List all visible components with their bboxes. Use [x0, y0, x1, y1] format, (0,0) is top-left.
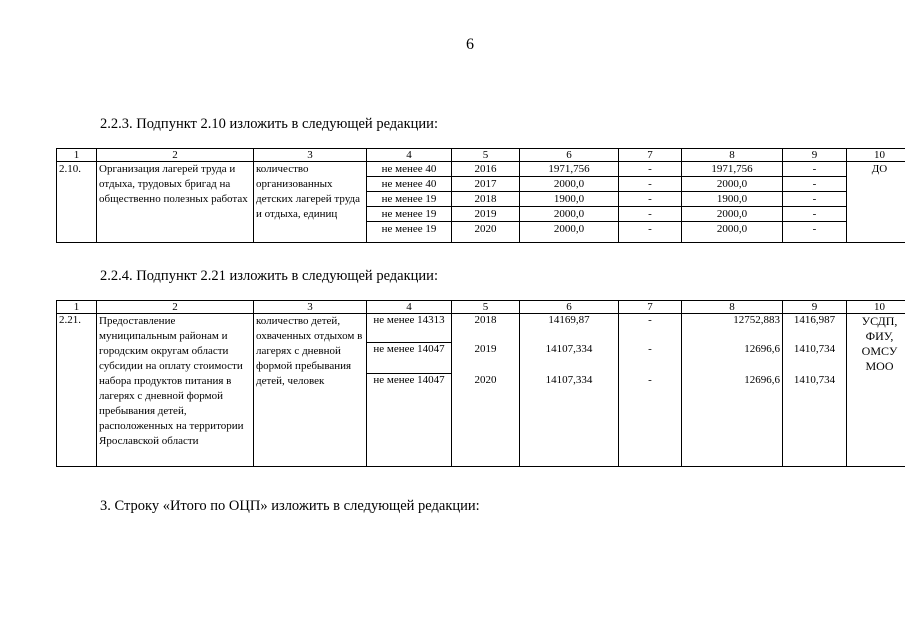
federal-amount: - [619, 374, 682, 467]
item-indicator: количество детей, охваченных отдыхом в лагерях с дневной формой пребывания детей, человек [254, 314, 367, 467]
header-col-2: 2 [97, 301, 254, 314]
header-col-3: 3 [254, 301, 367, 314]
header-col-4: 4 [367, 149, 452, 162]
local-amount: - [783, 207, 847, 222]
regional-amount: 1900,0 [682, 192, 783, 207]
item-description: Предоставление муниципальным районам и городским округам области субсидии на оплату стоимости набора продуктов питания в лагерях с дневной формой пребывания детей, расположенных на территории Ярославской области [97, 314, 254, 467]
header-col-5: 5 [452, 149, 520, 162]
total-amount: 1900,0 [520, 192, 619, 207]
table-subitem-2-21 [56, 300, 905, 467]
total-amount: 14107,334 [520, 343, 619, 374]
table-header-row [57, 149, 905, 162]
federal-amount: - [619, 177, 682, 192]
year: 2019 [452, 207, 520, 222]
executor: ДО [847, 162, 905, 243]
header-col-3: 3 [254, 149, 367, 162]
federal-amount: - [619, 314, 682, 343]
table-subitem-2-10 [56, 148, 905, 243]
year: 2020 [452, 222, 520, 243]
header-col-10: 10 [847, 149, 905, 162]
federal-amount: - [619, 162, 682, 177]
item-number: 2.10. [57, 162, 97, 243]
local-amount: - [783, 192, 847, 207]
table-row [57, 314, 905, 343]
header-col-7: 7 [619, 149, 682, 162]
header-col-9: 9 [783, 149, 847, 162]
target-value: не менее 40 [367, 177, 452, 192]
target-value: не менее 14047 [367, 343, 452, 374]
target-value: не менее 19 [367, 192, 452, 207]
item-description: Организация лагерей труда и отдыха, трудовых бригад на общественно полезных работах [97, 162, 254, 243]
local-amount: 1410,734 [783, 374, 847, 467]
target-value: не менее 19 [367, 207, 452, 222]
page-number: 6 [466, 36, 474, 53]
federal-amount: - [619, 192, 682, 207]
header-col-1: 1 [57, 301, 97, 314]
federal-amount: - [619, 343, 682, 374]
section-2-2-4-heading: 2.2.4. Подпункт 2.21 изложить в следующей редакции: [100, 268, 438, 284]
target-value: не менее 40 [367, 162, 452, 177]
header-col-4: 4 [367, 301, 452, 314]
year: 2018 [452, 192, 520, 207]
federal-amount: - [619, 222, 682, 243]
total-amount: 14107,334 [520, 374, 619, 467]
section-2-2-3-heading: 2.2.3. Подпункт 2.10 изложить в следующей редакции: [100, 116, 438, 132]
local-amount: - [783, 177, 847, 192]
year: 2018 [452, 314, 520, 343]
item-number: 2.21. [57, 314, 97, 467]
total-amount: 14169,87 [520, 314, 619, 343]
regional-amount: 12696,6 [682, 374, 783, 467]
header-col-9: 9 [783, 301, 847, 314]
total-amount: 1971,756 [520, 162, 619, 177]
header-col-8: 8 [682, 149, 783, 162]
header-col-5: 5 [452, 301, 520, 314]
total-amount: 2000,0 [520, 207, 619, 222]
header-col-2: 2 [97, 149, 254, 162]
year: 2016 [452, 162, 520, 177]
header-col-6: 6 [520, 149, 619, 162]
regional-amount: 12752,883 [682, 314, 783, 343]
target-value: не менее 14047 [367, 374, 452, 467]
regional-amount: 2000,0 [682, 222, 783, 243]
header-col-7: 7 [619, 301, 682, 314]
regional-amount: 12696,6 [682, 343, 783, 374]
local-amount: - [783, 222, 847, 243]
total-amount: 2000,0 [520, 177, 619, 192]
local-amount: 1416,987 [783, 314, 847, 343]
table-header-row [57, 301, 905, 314]
regional-amount: 2000,0 [682, 177, 783, 192]
target-value: не менее 14313 [367, 314, 452, 343]
table-row [57, 162, 905, 177]
executor: УСДП, ФИУ, ОМСУ МОО [847, 314, 905, 467]
year: 2020 [452, 374, 520, 467]
federal-amount: - [619, 207, 682, 222]
target-value: не менее 19 [367, 222, 452, 243]
header-col-1: 1 [57, 149, 97, 162]
header-col-10: 10 [847, 301, 905, 314]
year: 2019 [452, 343, 520, 374]
header-col-8: 8 [682, 301, 783, 314]
header-col-6: 6 [520, 301, 619, 314]
regional-amount: 2000,0 [682, 207, 783, 222]
local-amount: - [783, 162, 847, 177]
year: 2017 [452, 177, 520, 192]
local-amount: 1410,734 [783, 343, 847, 374]
total-amount: 2000,0 [520, 222, 619, 243]
regional-amount: 1971,756 [682, 162, 783, 177]
section-3-heading: 3. Строку «Итого по ОЦП» изложить в следующей редакции: [100, 498, 480, 514]
item-indicator: количество организованных детских лагерей труда и отдыха, единиц [254, 162, 367, 243]
